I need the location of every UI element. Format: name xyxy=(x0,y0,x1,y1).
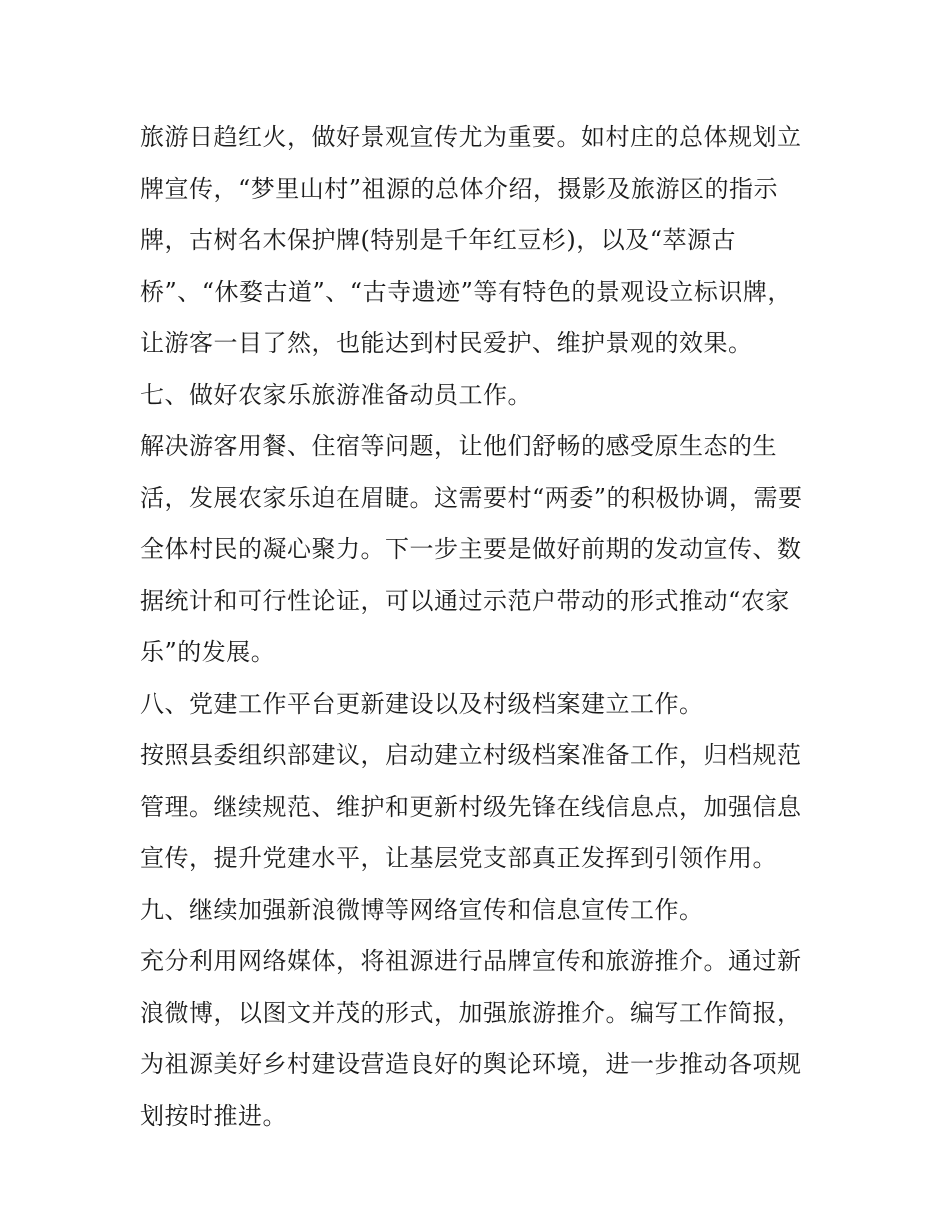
paragraph-line: 活，发展农家乐迫在眉睫。这需要村“两委”的积极协调，需要 xyxy=(140,483,803,512)
section-heading-9: 九、继续加强新浪微博等网络宣传和信息宣传工作。 xyxy=(140,895,704,924)
paragraph-line: 牌宣传，“梦里山村”祖源的总体介绍，摄影及旅游区的指示 xyxy=(140,174,779,203)
paragraph-line: 牌，古树名木保护牌(特别是千年红豆杉)，以及“萃源古 xyxy=(140,226,736,254)
section-heading-7: 七、做好农家乐旅游准备动员工作。 xyxy=(140,380,532,409)
paragraph-line: 划按时推进。 xyxy=(140,1101,287,1130)
paragraph-line: 桥”、“休婺古道”、“古寺遗迹”等有特色的景观设立标识牌， xyxy=(140,277,792,306)
paragraph-line: 按照县委组织部建议，启动建立村级档案准备工作，归档规范 xyxy=(140,741,802,769)
paragraph-line: 乐”的发展。 xyxy=(140,638,276,666)
document-page xyxy=(140,112,820,1142)
paragraph-line: 全体村民的凝心聚力。下一步主要是做好前期的发动宣传、数 xyxy=(140,535,802,563)
paragraph-line: 旅游日趋红火，做好景观宣传尤为重要。如村庄的总体规划立 xyxy=(140,123,802,151)
paragraph-line: 为祖源美好乡村建设营造良好的舆论环境，进一步推动各项规 xyxy=(140,1050,802,1078)
paragraph-line: 解决游客用餐、住宿等问题，让他们舒畅的感受原生态的生 xyxy=(140,432,777,460)
paragraph-line: 让游客一目了然，也能达到村民爱护、维护景观的效果。 xyxy=(140,329,753,357)
section-heading-8: 八、党建工作平台更新建设以及村级档案建立工作。 xyxy=(140,689,704,718)
paragraph-line: 据统计和可行性论证，可以通过示范户带动的形式推动“农家 xyxy=(140,586,790,615)
paragraph-line: 浪微博，以图文并茂的形式，加强旅游推介。编写工作简报， xyxy=(140,998,802,1027)
paragraph-line: 宣传，提升党建水平，让基层党支部真正发挥到引领作用。 xyxy=(140,844,777,872)
paragraph-line: 管理。继续规范、维护和更新村级先锋在线信息点，加强信息 xyxy=(140,792,802,821)
paragraph-line: 充分利用网络媒体，将祖源进行品牌宣传和旅游推介。通过新 xyxy=(140,947,802,975)
